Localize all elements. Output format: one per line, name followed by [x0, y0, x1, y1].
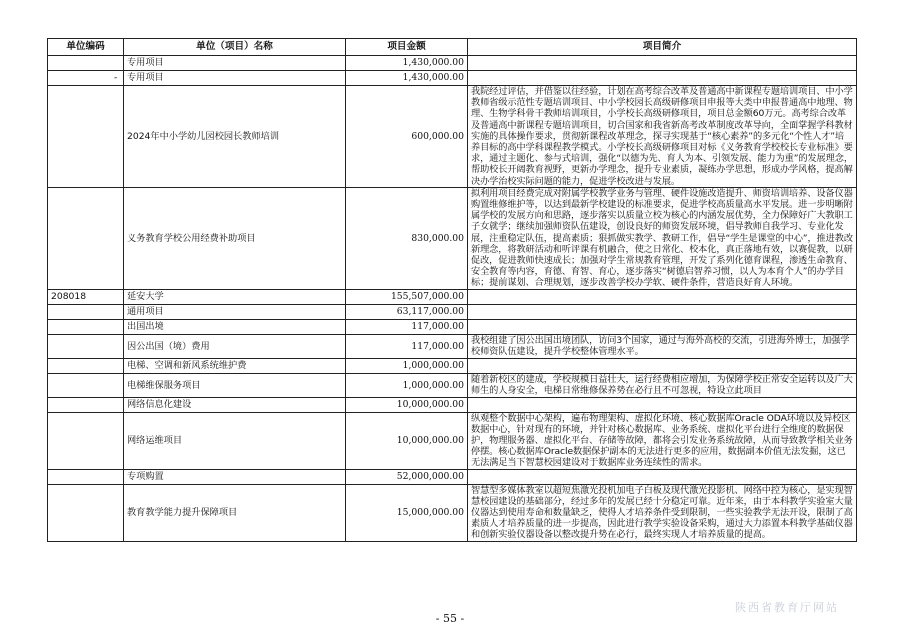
project-description: 我校组建了因公出国出境团队，访问3个国家，通过与海外高校的交流，引进海外博士，加强学校师资队伍建设，提升学校整体管理水平。 [468, 334, 857, 358]
unit-name: 因公出国（境）费用 [124, 334, 346, 358]
table-row [48, 289, 857, 304]
unit-name: 延安大学 [124, 289, 346, 304]
project-amount: 15,000,000.00 [346, 484, 468, 541]
unit-code [48, 484, 124, 541]
unit-code: - [48, 71, 124, 86]
unit-name: 2024年中小学幼儿园校园长教师培训 [124, 86, 346, 188]
project-amount: 600,000.00 [346, 86, 468, 188]
project-amount: 10,000,000.00 [346, 397, 468, 412]
unit-code [48, 397, 124, 412]
table-row [48, 304, 857, 319]
budget-table [47, 38, 857, 542]
unit-code [48, 319, 124, 334]
unit-name: 义务教育学校公用经费补助项目 [124, 187, 346, 289]
project-amount: 1,000,000.00 [346, 373, 468, 397]
table-row [48, 319, 857, 334]
table-row [48, 373, 857, 397]
header-unit-name: 单位（项目）名称 [124, 39, 346, 56]
table-row [48, 187, 857, 289]
table-row [48, 484, 857, 541]
project-description: 智慧型多媒体教室以超短焦激光投机加电子白板及现代激光投影机、网络中控为核心，是实现智慧校园建设的基础部分，经过多年的发展已经十分稳定可靠。近年来，由于本科教学实验室大量仪器达到使用寿命和数量缺乏，使得人才培养条件受到限制，一些实验教学无法开设，限制了高素质人才培养质量的进一步提高，因此进行教学实验设备采购，通过大力添置本科教学基础仪器和创新实验仪器设备以整改提升势在必行，最终实现人才培养质量的提高。 [468, 484, 857, 541]
project-amount: 117,000.00 [346, 319, 468, 334]
table-row [48, 469, 857, 484]
project-amount: 1,430,000.00 [346, 56, 468, 71]
unit-code [48, 334, 124, 358]
unit-code [48, 86, 124, 188]
project-description [468, 71, 857, 86]
unit-code [48, 56, 124, 71]
table-row [48, 71, 857, 86]
header-description: 项目简介 [468, 39, 857, 56]
table-row [48, 56, 857, 71]
unit-code [48, 304, 124, 319]
project-amount: 10,000,000.00 [346, 412, 468, 469]
project-amount: 155,507,000.00 [346, 289, 468, 304]
project-description [468, 469, 857, 484]
unit-name: 通用项目 [124, 304, 346, 319]
table-header-row [48, 39, 857, 56]
table-row [48, 358, 857, 373]
unit-name: 出国出境 [124, 319, 346, 334]
unit-code [48, 373, 124, 397]
project-description: 纵观整个数据中心架构，遍布物理架构、虚拟化环境、核心数据库Oracle ODA环境以及异校区数据中心，针对现有的环境，并针对核心数据库、业务系统、虚拟化平台进行全维度的数据保护，物理服务器、虚拟化平台、存储等故障，都将会引发业务系统故障，从而导致教学相关业务停摆。核心数据库Oracle数据保护副本的无法进行更多的应用，数据副本价值无法发掘，这已无法满足当下智慧校园建设对于数据库业务连续性的需求。 [468, 412, 857, 469]
unit-name: 教育教学能力提升保障项目 [124, 484, 346, 541]
unit-name: 专项购置 [124, 469, 346, 484]
unit-name: 网络运维项目 [124, 412, 346, 469]
unit-name: 电梯、空调和新风系统维护费 [124, 358, 346, 373]
table-row [48, 86, 857, 188]
watermark: 陕西省教育厅网站 [735, 601, 839, 614]
table-row [48, 412, 857, 469]
project-amount: 117,000.00 [346, 334, 468, 358]
table-row [48, 334, 857, 358]
header-amount: 项目金额 [346, 39, 468, 56]
project-description: 我院经过评估，并借鉴以往经验，计划在高考综合改革及普通高中新课程专题培训项目、中小学教师省级示范性专题培训项目、中小学校园长高级研修项目申报等大类中申报普通高中地理、物理、生物学科骨干教师培训项目，小学校长高级研修项目，项目总金额60万元。高考综合改革及普通高中新课程专题培训项目，切合国家和我省新高考改革制度改革导向，全面掌握学科教材实施的具体操作要求，贯彻新课程改革理念，探寻实现基于“核心素养”的多元化“个性人才”培养目标的高中学科课程教学模式。小学校长高级研修项目对标《义务教育学校校长专业标准》要求，通过主题化、参与式培训，强化“以德为先、育人为本、引领发展、能力为重”的发展理念，帮助校长开阔教育视野，更新办学理念，提升专业素质，凝练办学思想，形成办学风格，提高解决办学治校实际问题的能力，促进学校改进与发展。 [468, 86, 857, 188]
header-unit-code: 单位编码 [48, 39, 124, 56]
table-row [48, 397, 857, 412]
project-amount: 52,000,000.00 [346, 469, 468, 484]
unit-name: 电梯维保服务项目 [124, 373, 346, 397]
project-description [468, 358, 857, 373]
unit-code [48, 469, 124, 484]
project-description: 随着新校区的建成，学校规模日益壮大，运行经费相应增加，为保障学校正常安全运转以及广大师生的人身安全，电梯日常维修保养势在必行且不可忽视，特设立此项目 [468, 373, 857, 397]
project-description: 拟利用项目经费完成对附属学校教学业务与管理、硬件设施改造提升、师资培训培养、设备仪器购置维修维护等，以达到最新学校建设的标准要求，促进学校高质量高水平发展。进一步明晰附属学校的发展方向和思路，逐步落实以质量立校为核心的内涵发展优势，全力保障好广大教职工子女就学；继续加强师资队伍建设，创设良好的师资发展环境，倡导教师自我学习、专业化发展，注重稳定队伍，提高素质；狠抓做实教学、教研工作，倡导“学生是课堂的中心”，推进教改新理念，将教研活动和听评课有机融合，使之日常化、校本化，真正落地有效，以赛促教，以研促改，促进教师快速成长；加强对学生常规教育管理，开发了系列化德育课程，渗透生命教育、安全教育等内容，育德、育智、育心，逐步落实“树德启智养习惯，以人为本育个人”的办学目标；提前谋划、合理规划，逐步改善学校办学软、硬件条件，营造良好育人环境。 [468, 187, 857, 289]
page-number: - 55 - [435, 612, 465, 625]
unit-code [48, 358, 124, 373]
project-amount: 63,117,000.00 [346, 304, 468, 319]
unit-name: 网络信息化建设 [124, 397, 346, 412]
project-amount: 1,000,000.00 [346, 358, 468, 373]
unit-code [48, 412, 124, 469]
project-amount: 1,430,000.00 [346, 71, 468, 86]
project-description [468, 304, 857, 319]
unit-name: 专用项目 [124, 71, 346, 86]
project-amount: 830,000.00 [346, 187, 468, 289]
project-description [468, 397, 857, 412]
project-description [468, 319, 857, 334]
unit-name: 专用项目 [124, 56, 346, 71]
unit-code [48, 187, 124, 289]
project-description [468, 56, 857, 71]
unit-code: 208018 [48, 289, 124, 304]
project-description [468, 289, 857, 304]
